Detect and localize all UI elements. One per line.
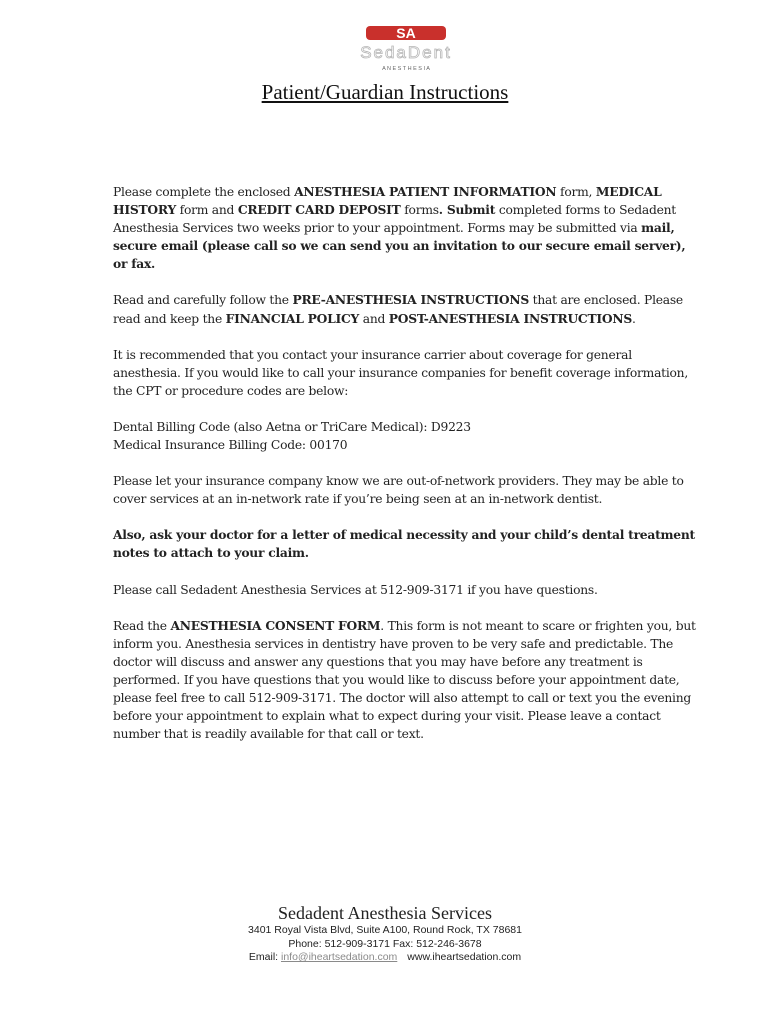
sedadent-logo [316, 24, 496, 74]
footer-phone: Phone: 512-909-3171 Fax: 512-246-3678 [288, 937, 482, 950]
footer-address: 3401 Royal Vista Blvd, Suite A100, Round Rock, TX 78681 [248, 924, 522, 936]
paragraph-questions: Please call Sedadent Anesthesia Services at 512-909-3171 if you have questions. [113, 582, 598, 597]
footer-company-name: Sedadent Anesthesia Services [278, 903, 492, 923]
logo-subtitle: A N E S T H E S I A [382, 66, 430, 72]
paragraph-consent: Read the ANESTHESIA CONSENT FORM. This form is not meant to scare or frighten you, but inform you. Anesthesia services in dentistry have proven to be very safe and predictable. The doctor will discuss and answer any questions that you may have before any treatment is performed. If you have questions that you would like to discuss before your appointment date, please feel free to call 512-909-3171. The doctor will also attempt to call or text you the evening before your appointment to explain what to expect during your visit. Please leave a contact number that is readily available for that call or text. [113, 617, 696, 742]
paragraph-out-of-network: Please let your insurance company know we are out-of-network providers. They may be able to cover services at an in-network rate if you’re being seen at an in-network dentist. [113, 474, 684, 507]
paragraph-instructions: Read and carefully follow the PRE-ANESTHESIA INSTRUCTIONS that are enclosed. Please read and keep the FINANCIAL POLICY and POST-ANESTHESIA INSTRUCTIONS. [113, 292, 683, 326]
footer [0, 903, 770, 965]
footer-email-label: Email: [248, 951, 281, 963]
footer-website[interactable]: www.iheartsedation.com [407, 951, 522, 963]
paragraph-medical-necessity: Also, ask your doctor for a letter of medical necessity and your child’s dental treatment notes to attach to your claim. [113, 527, 695, 561]
logo-initials: SA [396, 25, 416, 41]
paragraph-insurance: It is recommended that you contact your insurance carrier about coverage for general anesthesia. If you would like to call your insurance companies for benefit coverage information, the CPT or procedure codes are below: [113, 347, 689, 398]
paragraph-forms: Please complete the enclosed ANESTHESIA PATIENT INFORMATION form, MEDICAL HISTORY form and CREDIT CARD DEPOSIT forms. Submit completed forms to Sedadent Anesthesia Services two weeks prior to your appointment. Forms may be submitted via mail, secure email (please call so we can send you an invitation to our secure email server), or fax. [113, 184, 686, 272]
page-title: Patient/Guardian Instructions [261, 80, 509, 104]
document-body [113, 183, 698, 761]
dental-billing-code: Dental Billing Code (also Aetna or TriCare Medical): D9223 [113, 419, 471, 434]
footer-email-link[interactable]: info@iheartsedation.com [280, 951, 398, 963]
footer-contact [0, 951, 770, 965]
medical-billing-code: Medical Insurance Billing Code: 00170 [113, 438, 348, 453]
logo-brand: SedaDent [360, 43, 452, 62]
